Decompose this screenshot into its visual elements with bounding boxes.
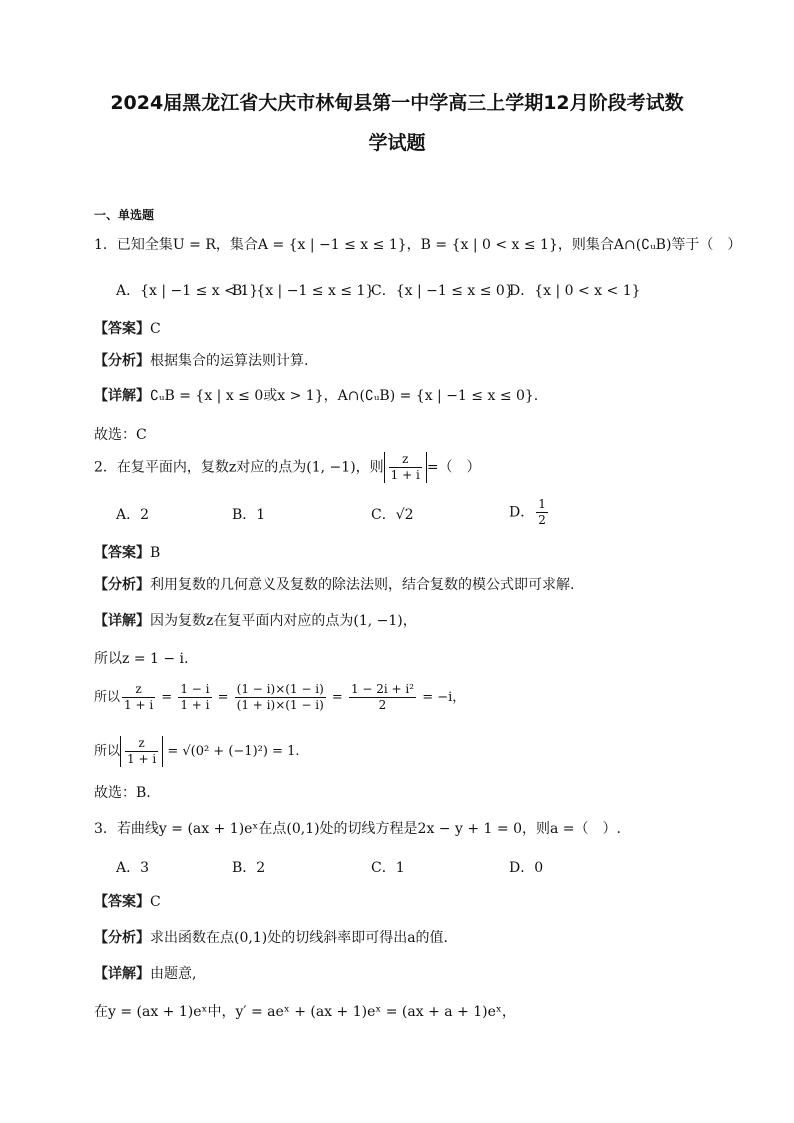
frac-numerator: 1 — [538, 497, 546, 511]
detail-tag: 【详解】 — [94, 388, 150, 404]
q2-option-d — [509, 497, 550, 528]
frac-numerator: z — [389, 452, 422, 468]
q3-detail — [94, 963, 196, 983]
q1-analysis — [94, 350, 308, 370]
q1-option-a: A．{x | −1 ≤ x < 1} — [116, 283, 259, 299]
analysis-text: 利用复数的几何意义及复数的除法法则，结合复数的模公式即可求解. — [150, 577, 575, 593]
analysis-text: 求出函数在点(0,1)处的切线斜率即可得出a的值. — [150, 930, 448, 946]
q2-stem — [94, 452, 481, 483]
detail-tag: 【详解】 — [94, 966, 150, 982]
answer-tag: 【答案】 — [94, 321, 150, 337]
q1-answer — [94, 318, 161, 338]
frac-denominator: 2 — [538, 513, 546, 527]
frac-numerator: 1 − 2i + i² — [350, 682, 415, 696]
option-label: D． — [509, 504, 535, 521]
answer-value: C — [150, 894, 161, 910]
step-prefix: 所以 — [94, 690, 121, 705]
q3-stem: 3．若曲线y = (ax + 1)eˣ在点(0,1)处的切线方程是2x − y + 1 = 0，则a =（ ）. — [94, 821, 621, 837]
answer-value: B — [150, 545, 161, 561]
q2-step-2: 所以 $\frac{z}{1 + i}$ = $\frac{1 - i}{1 + i}$ = $\frac{(1 - i)\times(1 - i)}{(1 + i)\times(1 - i)}$ = $\frac{\text{1 − 2i + i²}}{2}$ = −i， — [94, 682, 466, 712]
q2-conclusion: 故选：B. — [94, 785, 151, 801]
q2-step-3 — [94, 736, 299, 767]
q2-modulus — [384, 452, 427, 483]
q1-stem: 1．已知全集U = R，集合A = {x | −1 ≤ x ≤ 1}，B = {x | 0 < x ≤ 1}，则集合A∩(∁ᵤB)等于（ ） — [94, 237, 742, 253]
step-prefix: 所以 — [94, 744, 121, 759]
frac-denominator: 2 — [378, 698, 387, 712]
frac-denominator: 1 + i — [124, 698, 154, 712]
step-tail: = √(0² + (−1)²) = 1. — [167, 744, 300, 759]
q2-answer — [94, 542, 160, 562]
answer-tag: 【答案】 — [94, 545, 150, 561]
frac-numerator: z — [125, 736, 158, 752]
q2-option-a: A．2 — [116, 507, 150, 523]
answer-value: C — [150, 321, 161, 337]
modulus — [120, 736, 163, 767]
frac-numerator: 1 − i — [180, 682, 210, 696]
detail-text: ∁ᵤB = {x | x ≤ 0或x > 1}，A∩(∁ᵤB) = {x | −1 ≤ x ≤ 0}. — [150, 388, 539, 404]
step-tail: = −i， — [422, 690, 466, 705]
q2-analysis — [94, 574, 574, 594]
frac-numerator: (1 − i)×(1 − i) — [236, 682, 324, 696]
q2-option-c: C．√2 — [371, 507, 414, 523]
frac-denominator: 1 + i — [180, 698, 210, 712]
analysis-tag: 【分析】 — [94, 577, 150, 593]
q2-detail — [94, 610, 417, 630]
frac-denominator: (1 + i)×(1 − i) — [236, 698, 324, 712]
frac-denominator: 1 + i — [390, 468, 420, 482]
detail-text: 因为复数z在复平面内对应的点为(1, −1)， — [150, 613, 417, 629]
q2-stem-text: 2．在复平面内，复数z对应的点为(1, −1)，则 — [94, 459, 384, 476]
section-heading: 一、单选题 — [94, 208, 155, 222]
frac-denominator: 1 + i — [127, 752, 157, 766]
q1-detail — [94, 385, 538, 405]
analysis-tag: 【分析】 — [94, 930, 150, 946]
analysis-text: 根据集合的运算法则计算. — [150, 353, 309, 369]
q1-conclusion: 故选：C — [94, 427, 147, 443]
q3-option-c: C．1 — [371, 860, 405, 876]
q2-option-b: B．1 — [232, 507, 266, 523]
q3-option-b: B．2 — [232, 860, 266, 876]
q1-option-d: D．{x | 0 < x < 1} — [509, 283, 641, 299]
q2-step-1: 所以z = 1 − i. — [94, 651, 189, 667]
q3-answer — [94, 891, 161, 911]
q2-stem-tail: =（ ） — [426, 459, 481, 476]
q3-option-a: A．3 — [116, 860, 150, 876]
q3-option-d: D．0 — [509, 860, 544, 876]
q1-option-c: C．{x | −1 ≤ x ≤ 0} — [371, 283, 514, 299]
q3-step-1: 在y = (ax + 1)eˣ中，y′ = aeˣ + (ax + 1)eˣ = (ax + a + 1)eˣ， — [94, 1004, 516, 1020]
frac-numerator: z — [122, 682, 155, 698]
analysis-tag: 【分析】 — [94, 353, 150, 369]
page-title-line-1: 2024届黑龙江省大庆市林甸县第一中学高三上学期12月阶段考试数 — [110, 92, 684, 114]
detail-tag: 【详解】 — [94, 613, 150, 629]
page-title-line-2: 学试题 — [368, 132, 426, 154]
q1-option-b: B．{x | −1 ≤ x ≤ 1} — [232, 283, 375, 299]
q3-analysis — [94, 927, 448, 947]
detail-text: 由题意, — [150, 966, 197, 982]
answer-tag: 【答案】 — [94, 894, 150, 910]
